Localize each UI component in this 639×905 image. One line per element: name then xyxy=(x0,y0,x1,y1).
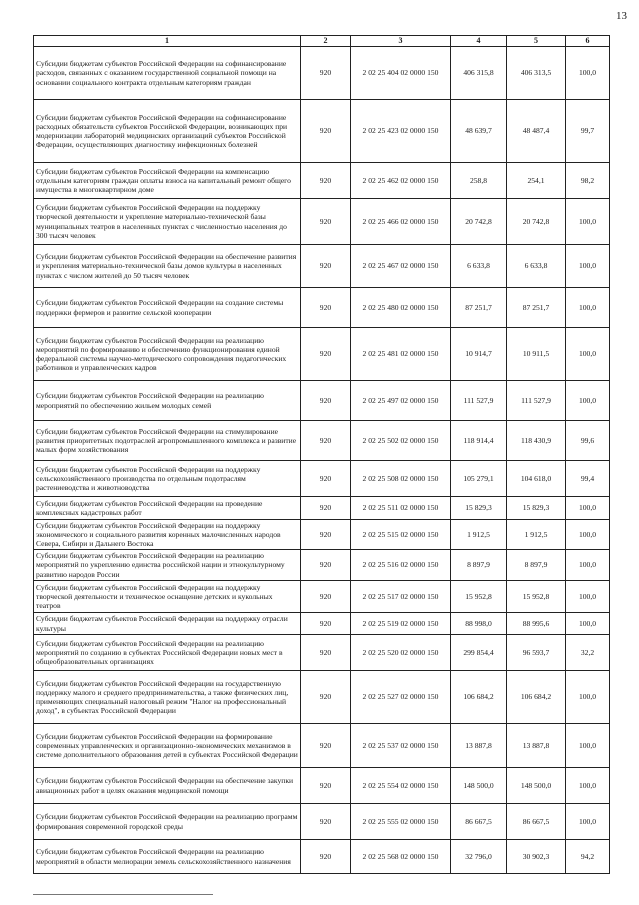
row-planned-amount: 148 500,0 xyxy=(451,768,507,804)
column-header-2: 2 xyxy=(301,36,351,47)
row-admin-code: 920 xyxy=(301,520,351,550)
row-actual-amount: 104 618,0 xyxy=(507,461,566,497)
row-execution-percent: 100,0 xyxy=(566,768,610,804)
row-budget-code: 2 02 25 511 02 0000 150 xyxy=(351,497,451,520)
footer-divider xyxy=(33,894,213,895)
row-planned-amount: 258,8 xyxy=(451,163,507,199)
row-execution-percent: 99,7 xyxy=(566,100,610,163)
table-row xyxy=(34,635,610,671)
row-execution-percent: 100,0 xyxy=(566,47,610,100)
row-actual-amount: 96 593,7 xyxy=(507,635,566,671)
row-admin-code: 920 xyxy=(301,421,351,461)
row-execution-percent: 98,2 xyxy=(566,163,610,199)
column-header-1: 1 xyxy=(34,36,301,47)
row-actual-amount: 254,1 xyxy=(507,163,566,199)
row-planned-amount: 87 251,7 xyxy=(451,288,507,328)
row-planned-amount: 88 998,0 xyxy=(451,613,507,635)
row-admin-code: 920 xyxy=(301,100,351,163)
table-row xyxy=(34,581,610,613)
row-actual-amount: 406 313,5 xyxy=(507,47,566,100)
row-admin-code: 920 xyxy=(301,461,351,497)
row-planned-amount: 1 912,5 xyxy=(451,520,507,550)
row-admin-code: 920 xyxy=(301,47,351,100)
row-budget-code: 2 02 25 466 02 0000 150 xyxy=(351,199,451,245)
row-execution-percent: 99,4 xyxy=(566,461,610,497)
table-row xyxy=(34,671,610,724)
row-actual-amount: 30 902,3 xyxy=(507,840,566,874)
row-description: Субсидии бюджетам субъектов Российской Федерации на реализацию мероприятий по созданию в субъектах Российской Федерации новых мест в общеобразовательных организациях xyxy=(34,635,301,671)
row-description: Субсидии бюджетам субъектов Российской Федерации на формирование современных управленческих и организационно-экономических механизмов в системе дополнительного образования детей в субъектах Российской Федерации xyxy=(34,724,301,768)
row-description: Субсидии бюджетам субъектов Российской Федерации на поддержку творческой деятельности и укрепление материально-технической базы муниципальных театров в населенных пунктах с численностью населения до 300 тысяч человек xyxy=(34,199,301,245)
row-planned-amount: 15 952,8 xyxy=(451,581,507,613)
table-row xyxy=(34,288,610,328)
row-admin-code: 920 xyxy=(301,381,351,421)
row-execution-percent: 100,0 xyxy=(566,497,610,520)
row-admin-code: 920 xyxy=(301,671,351,724)
row-actual-amount: 88 995,6 xyxy=(507,613,566,635)
row-budget-code: 2 02 25 568 02 0000 150 xyxy=(351,840,451,874)
row-execution-percent: 100,0 xyxy=(566,328,610,381)
row-execution-percent: 100,0 xyxy=(566,804,610,840)
row-description: Субсидии бюджетам субъектов Российской Федерации на обеспечение закупки авиационных работ в целях оказания медицинской помощи xyxy=(34,768,301,804)
row-description: Субсидии бюджетам субъектов Российской Федерации на софинансирование расходных обязательств субъектов Российской Федерации, возникающих при модернизации лабораторий медицинских организаций субъектов Российской Федерации, осуществляющих диагностику инфекционных болезней xyxy=(34,100,301,163)
row-planned-amount: 32 796,0 xyxy=(451,840,507,874)
row-planned-amount: 111 527,9 xyxy=(451,381,507,421)
row-budget-code: 2 02 25 467 02 0000 150 xyxy=(351,245,451,288)
row-budget-code: 2 02 25 537 02 0000 150 xyxy=(351,724,451,768)
row-planned-amount: 406 315,8 xyxy=(451,47,507,100)
row-actual-amount: 148 500,0 xyxy=(507,768,566,804)
row-execution-percent: 100,0 xyxy=(566,671,610,724)
budget-table xyxy=(33,35,610,874)
row-planned-amount: 20 742,8 xyxy=(451,199,507,245)
table-row xyxy=(34,245,610,288)
row-actual-amount: 8 897,9 xyxy=(507,550,566,581)
row-budget-code: 2 02 25 423 02 0000 150 xyxy=(351,100,451,163)
row-planned-amount: 15 829,3 xyxy=(451,497,507,520)
table-row xyxy=(34,768,610,804)
row-budget-code: 2 02 25 520 02 0000 150 xyxy=(351,635,451,671)
row-planned-amount: 13 887,8 xyxy=(451,724,507,768)
row-description: Субсидии бюджетам субъектов Российской Федерации на реализацию мероприятий по укреплению единства российской нации и этнокультурному развитию народов России xyxy=(34,550,301,581)
table-row xyxy=(34,497,610,520)
table-row xyxy=(34,47,610,100)
table-row xyxy=(34,100,610,163)
table-header-row xyxy=(34,36,610,47)
row-budget-code: 2 02 25 517 02 0000 150 xyxy=(351,581,451,613)
row-description: Субсидии бюджетам субъектов Российской Федерации на создание системы поддержки фермеров и развитие сельской кооперации xyxy=(34,288,301,328)
row-actual-amount: 87 251,7 xyxy=(507,288,566,328)
row-actual-amount: 15 829,3 xyxy=(507,497,566,520)
row-execution-percent: 94,2 xyxy=(566,840,610,874)
row-admin-code: 920 xyxy=(301,724,351,768)
row-budget-code: 2 02 25 502 02 0000 150 xyxy=(351,421,451,461)
table-row xyxy=(34,520,610,550)
row-execution-percent: 100,0 xyxy=(566,288,610,328)
row-budget-code: 2 02 25 515 02 0000 150 xyxy=(351,520,451,550)
row-description: Субсидии бюджетам субъектов Российской Федерации на проведение комплексных кадастровых работ xyxy=(34,497,301,520)
row-budget-code: 2 02 25 554 02 0000 150 xyxy=(351,768,451,804)
row-execution-percent: 100,0 xyxy=(566,199,610,245)
row-budget-code: 2 02 25 508 02 0000 150 xyxy=(351,461,451,497)
row-admin-code: 920 xyxy=(301,288,351,328)
table-row xyxy=(34,613,610,635)
row-planned-amount: 6 633,8 xyxy=(451,245,507,288)
row-budget-code: 2 02 25 481 02 0000 150 xyxy=(351,328,451,381)
row-actual-amount: 106 684,2 xyxy=(507,671,566,724)
table-row xyxy=(34,421,610,461)
row-admin-code: 920 xyxy=(301,613,351,635)
row-description: Субсидии бюджетам субъектов Российской Федерации на поддержку экономического и социального развития коренных малочисленных народов Севера, Сибири и Дальнего Востока xyxy=(34,520,301,550)
table-row xyxy=(34,461,610,497)
row-budget-code: 2 02 25 462 02 0000 150 xyxy=(351,163,451,199)
column-header-5: 5 xyxy=(507,36,566,47)
table-row xyxy=(34,163,610,199)
row-actual-amount: 13 887,8 xyxy=(507,724,566,768)
row-planned-amount: 10 914,7 xyxy=(451,328,507,381)
row-budget-code: 2 02 25 516 02 0000 150 xyxy=(351,550,451,581)
row-execution-percent: 100,0 xyxy=(566,245,610,288)
page-number: 13 xyxy=(616,10,627,22)
row-budget-code: 2 02 25 404 02 0000 150 xyxy=(351,47,451,100)
row-actual-amount: 118 430,9 xyxy=(507,421,566,461)
column-header-3: 3 xyxy=(351,36,451,47)
row-description: Субсидии бюджетам субъектов Российской Федерации на поддержку творческой деятельности и техническое оснащение детских и кукольных театров xyxy=(34,581,301,613)
table-row xyxy=(34,804,610,840)
row-budget-code: 2 02 25 555 02 0000 150 xyxy=(351,804,451,840)
row-actual-amount: 48 487,4 xyxy=(507,100,566,163)
row-execution-percent: 100,0 xyxy=(566,520,610,550)
row-admin-code: 920 xyxy=(301,163,351,199)
row-planned-amount: 105 279,1 xyxy=(451,461,507,497)
row-admin-code: 920 xyxy=(301,581,351,613)
row-execution-percent: 32,2 xyxy=(566,635,610,671)
row-admin-code: 920 xyxy=(301,328,351,381)
row-description: Субсидии бюджетам субъектов Российской Федерации на поддержку сельскохозяйственного производства по отдельным подотраслям растениеводства и животноводства xyxy=(34,461,301,497)
row-planned-amount: 86 667,5 xyxy=(451,804,507,840)
row-planned-amount: 48 639,7 xyxy=(451,100,507,163)
row-execution-percent: 100,0 xyxy=(566,581,610,613)
column-header-6: 6 xyxy=(566,36,610,47)
table-row xyxy=(34,724,610,768)
row-actual-amount: 20 742,8 xyxy=(507,199,566,245)
row-admin-code: 920 xyxy=(301,768,351,804)
table-row xyxy=(34,328,610,381)
row-planned-amount: 106 684,2 xyxy=(451,671,507,724)
row-execution-percent: 99,6 xyxy=(566,421,610,461)
row-execution-percent: 100,0 xyxy=(566,381,610,421)
row-execution-percent: 100,0 xyxy=(566,550,610,581)
row-admin-code: 920 xyxy=(301,804,351,840)
table-row xyxy=(34,381,610,421)
row-description: Субсидии бюджетам субъектов Российской Федерации на реализацию мероприятий по обеспечению жильем молодых семей xyxy=(34,381,301,421)
row-description: Субсидии бюджетам субъектов Российской Федерации на компенсацию отдельным категориям граждан оплаты взноса на капитальный ремонт общего имущества в многоквартирном доме xyxy=(34,163,301,199)
row-actual-amount: 1 912,5 xyxy=(507,520,566,550)
row-planned-amount: 118 914,4 xyxy=(451,421,507,461)
row-description: Субсидии бюджетам субъектов Российской Федерации на реализацию мероприятий в области мелиорации земель сельскохозяйственного назначения xyxy=(34,840,301,874)
row-actual-amount: 10 911,5 xyxy=(507,328,566,381)
row-actual-amount: 6 633,8 xyxy=(507,245,566,288)
row-description: Субсидии бюджетам субъектов Российской Федерации на поддержку отрасли культуры xyxy=(34,613,301,635)
row-planned-amount: 8 897,9 xyxy=(451,550,507,581)
row-planned-amount: 299 854,4 xyxy=(451,635,507,671)
table-body xyxy=(34,47,610,874)
row-actual-amount: 111 527,9 xyxy=(507,381,566,421)
table-row xyxy=(34,550,610,581)
row-admin-code: 920 xyxy=(301,199,351,245)
table-row xyxy=(34,840,610,874)
row-description: Субсидии бюджетам субъектов Российской Федерации на реализацию мероприятий по формированию и обеспечению функционирования единой федеральной системы научно-методического сопровождения педагогических работников и управленческих кадров xyxy=(34,328,301,381)
row-description: Субсидии бюджетам субъектов Российской Федерации на стимулирование развития приоритетных подотраслей агропромышленного комплекса и развитие малых форм хозяйствования xyxy=(34,421,301,461)
row-admin-code: 920 xyxy=(301,840,351,874)
row-admin-code: 920 xyxy=(301,635,351,671)
table-row xyxy=(34,199,610,245)
row-admin-code: 920 xyxy=(301,245,351,288)
row-admin-code: 920 xyxy=(301,497,351,520)
row-budget-code: 2 02 25 527 02 0000 150 xyxy=(351,671,451,724)
row-description: Субсидии бюджетам субъектов Российской Федерации на обеспечение развития и укрепления материально-технической базы домов культуры в населенных пунктах с числом жителей до 50 тысяч человек xyxy=(34,245,301,288)
row-actual-amount: 86 667,5 xyxy=(507,804,566,840)
row-admin-code: 920 xyxy=(301,550,351,581)
row-execution-percent: 100,0 xyxy=(566,613,610,635)
row-description: Субсидии бюджетам субъектов Российской Федерации на реализацию программ формирования современной городской среды xyxy=(34,804,301,840)
row-actual-amount: 15 952,8 xyxy=(507,581,566,613)
column-header-4: 4 xyxy=(451,36,507,47)
row-budget-code: 2 02 25 519 02 0000 150 xyxy=(351,613,451,635)
row-description: Субсидии бюджетам субъектов Российской Федерации на государственную поддержку малого и среднего предпринимательства, а также физических лиц, применяющих специальный налоговый режим "Налог на профессиональный доход", в субъектах Российской Федерации xyxy=(34,671,301,724)
row-budget-code: 2 02 25 480 02 0000 150 xyxy=(351,288,451,328)
row-budget-code: 2 02 25 497 02 0000 150 xyxy=(351,381,451,421)
row-description: Субсидии бюджетам субъектов Российской Федерации на софинансирование расходов, связанных с оказанием государственной социальной помощи на основании социального контракта отдельным категориям граждан xyxy=(34,47,301,100)
row-execution-percent: 100,0 xyxy=(566,724,610,768)
